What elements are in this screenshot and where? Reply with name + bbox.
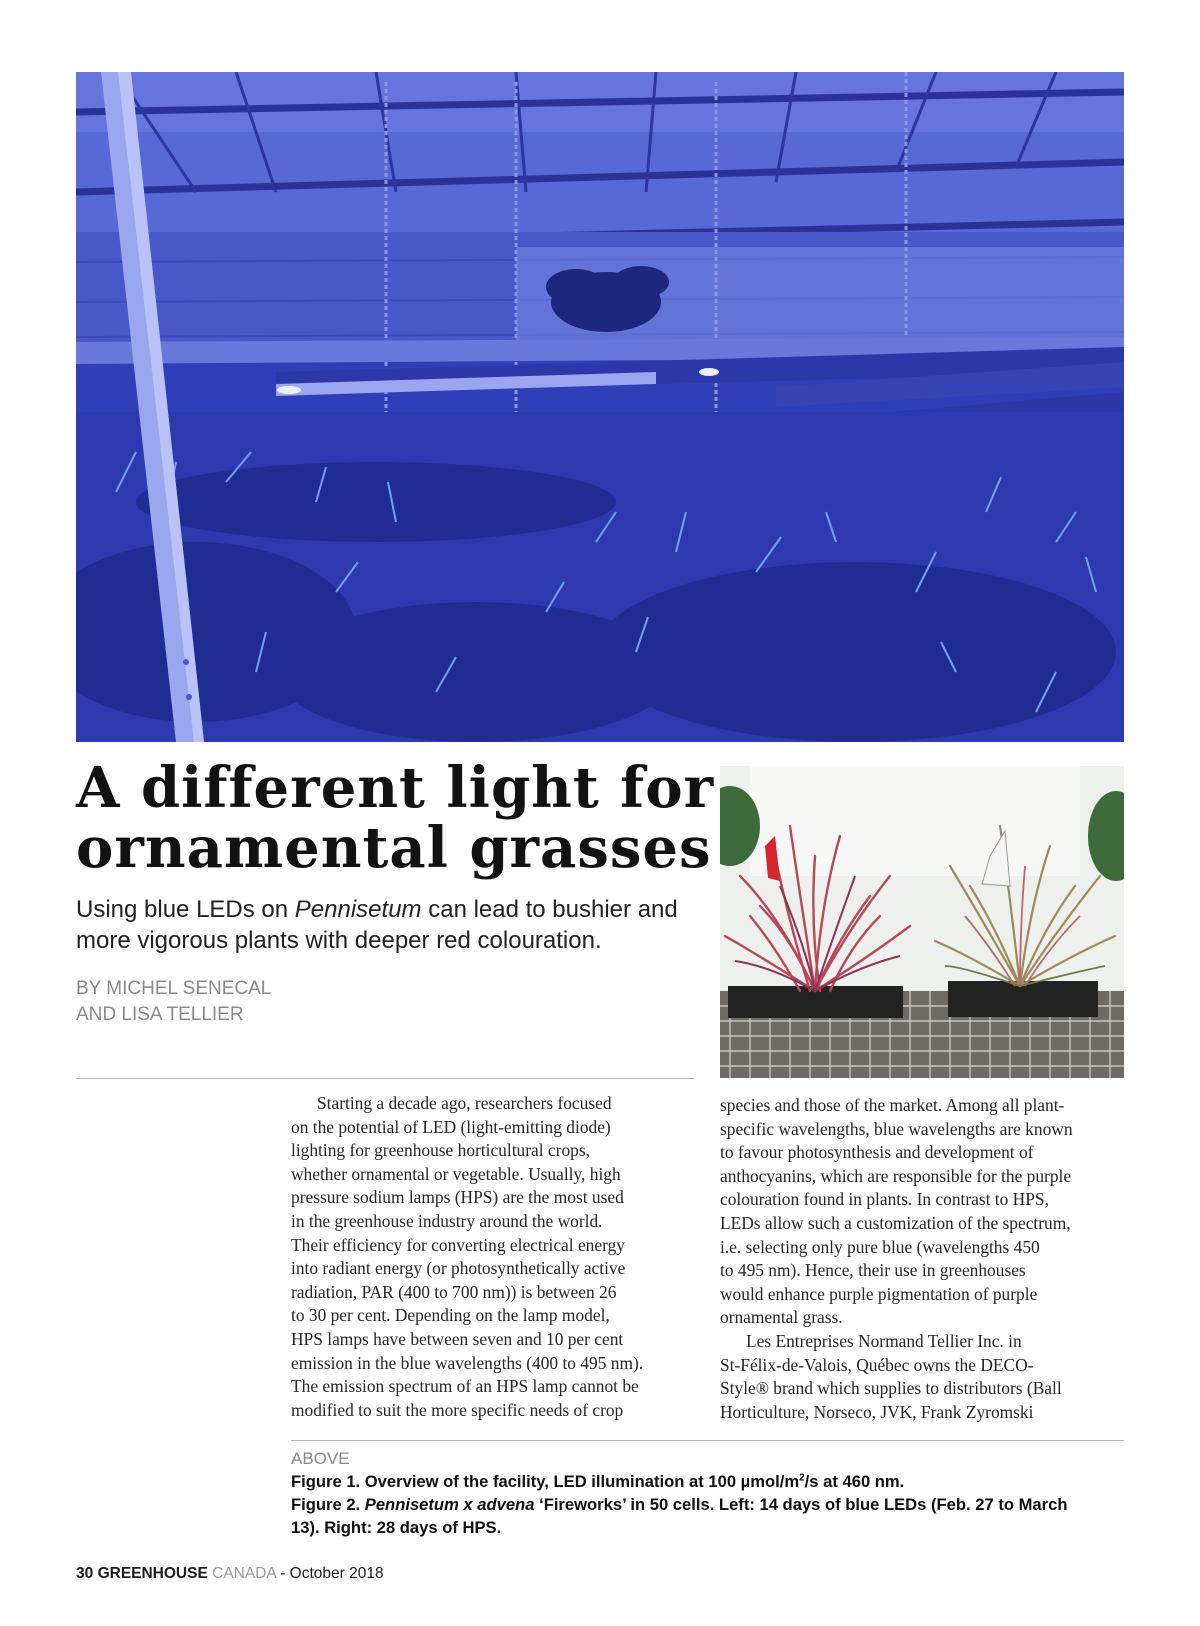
body-line: lighting for greenhouse horticultural crops, — [291, 1140, 590, 1161]
body-line: would enhance purple pigmentation of purple — [720, 1283, 1038, 1304]
caption-label: ABOVE — [291, 1449, 350, 1468]
caption-superscript: 2 — [799, 1472, 805, 1484]
page-footer — [76, 1564, 384, 1584]
body-line: Their efficiency for converting electrical energy — [291, 1234, 625, 1255]
body-line: i.e. selecting only pure blue (wavelengths 450 — [720, 1236, 1040, 1257]
body-line: pressure sodium lamps (HPS) are the most used — [291, 1187, 624, 1208]
body-line: into radiant energy (or photosynthetically active — [291, 1258, 626, 1279]
magazine-name-light — [208, 1565, 276, 1582]
body-line: to 495 nm). Hence, their use in greenhouses — [720, 1260, 1026, 1281]
page-number: 30 — [76, 1565, 94, 1582]
caption-fig1-tail: /s at 460 nm. — [804, 1472, 905, 1491]
figure-1-photo-led-greenhouse — [76, 72, 1124, 742]
magazine-name-bold: GREENHOUSE — [97, 1565, 208, 1582]
deck-genus-italic: Pennisetum — [294, 896, 422, 923]
body-line: HPS lamps have between seven and 10 per cent — [291, 1328, 624, 1349]
body-line: Horticulture, Norseco, JVK, Frank Zyromski — [720, 1401, 1034, 1422]
headline-line-1: A different light for — [76, 755, 715, 821]
article-byline — [76, 976, 271, 1028]
caption-divider — [291, 1440, 1124, 1441]
caption-figure-2-line-2: 13). Right: 28 days of HPS. — [291, 1518, 502, 1537]
body-line: on the potential of LED (light-emitting diode) — [291, 1116, 611, 1137]
body-line: radiation, PAR (400 to 700 nm)) is between 26 — [291, 1281, 617, 1302]
body-line: colouration found in plants. In contrast to HPS, — [720, 1189, 1049, 1210]
body-line: anthocyanins, which are responsible for the purple — [720, 1165, 1072, 1186]
pennisetum-pots-illustration — [720, 766, 1124, 1078]
paragraph-1 — [291, 1092, 711, 1422]
body-line: whether ornamental or vegetable. Usually, high — [291, 1163, 621, 1184]
body-line: The emission spectrum of an HPS lamp cannot be — [291, 1376, 639, 1397]
caption-figure-1 — [291, 1470, 1124, 1493]
body-line: emission in the blue wavelengths (400 to 495 nm). — [291, 1352, 644, 1373]
byline-line-1: BY MICHEL SENECAL — [76, 978, 272, 999]
body-column-left — [291, 1092, 711, 1422]
body-line: Les Entreprises Normand Tellier Inc. in — [746, 1330, 1022, 1351]
article-deck — [76, 894, 706, 956]
caption-species-italic: Pennisetum x advena — [364, 1495, 535, 1514]
figure-caption — [291, 1448, 1124, 1539]
body-line: in the greenhouse industry around the world. — [291, 1210, 603, 1231]
deck-text-end: can lead to bushier and — [421, 896, 678, 923]
headline-line-2: ornamental grasses — [76, 815, 712, 881]
body-line: species and those of the market. Among all plant- — [720, 1095, 1065, 1115]
caption-figure-2 — [291, 1493, 1124, 1516]
body-line: ornamental grass. — [720, 1307, 843, 1328]
magazine-name-light-text: CANADA — [212, 1565, 276, 1582]
caption-fig2-prefix: Figure 2. — [291, 1495, 365, 1514]
figure-2-photo-pennisetum-comparison — [720, 766, 1124, 1078]
paragraph-1-continued — [720, 1094, 1124, 1330]
body-column-right — [720, 1094, 1124, 1424]
body-line: Starting a decade ago, researchers focused — [317, 1093, 612, 1113]
body-line: LEDs allow such a customization of the spectrum, — [720, 1212, 1071, 1233]
issue-date: - October 2018 — [280, 1565, 384, 1582]
body-line: modified to suit the more specific needs of crop — [291, 1399, 624, 1420]
deck-text-start: Using blue LEDs on — [76, 896, 295, 923]
led-greenhouse-illustration — [76, 72, 1124, 742]
article-headline — [76, 755, 716, 881]
body-line: St-Félix-de-Valois, Québec owns the DECO- — [720, 1354, 1034, 1375]
paragraph-2 — [720, 1330, 1124, 1424]
body-line: to 30 per cent. Depending on the lamp model, — [291, 1305, 610, 1326]
section-divider-top — [76, 1078, 694, 1079]
byline-line-2: AND LISA TELLIER — [76, 1004, 244, 1025]
body-line: Style® brand which supplies to distributors (Ball — [720, 1378, 1062, 1399]
body-line: specific wavelengths, blue wavelengths are known — [720, 1118, 1073, 1139]
body-line: to favour photosynthesis and development of — [720, 1142, 1034, 1163]
caption-fig2-text: ‘Fireworks’ in 50 cells. Left: 14 days of blue LEDs (Feb. 27 to March — [534, 1495, 1068, 1514]
caption-fig1-text: Figure 1. Overview of the facility, LED illumination at 100 µmol/m — [291, 1472, 800, 1491]
deck-line-2: more vigorous plants with deeper red colouration. — [76, 927, 602, 954]
